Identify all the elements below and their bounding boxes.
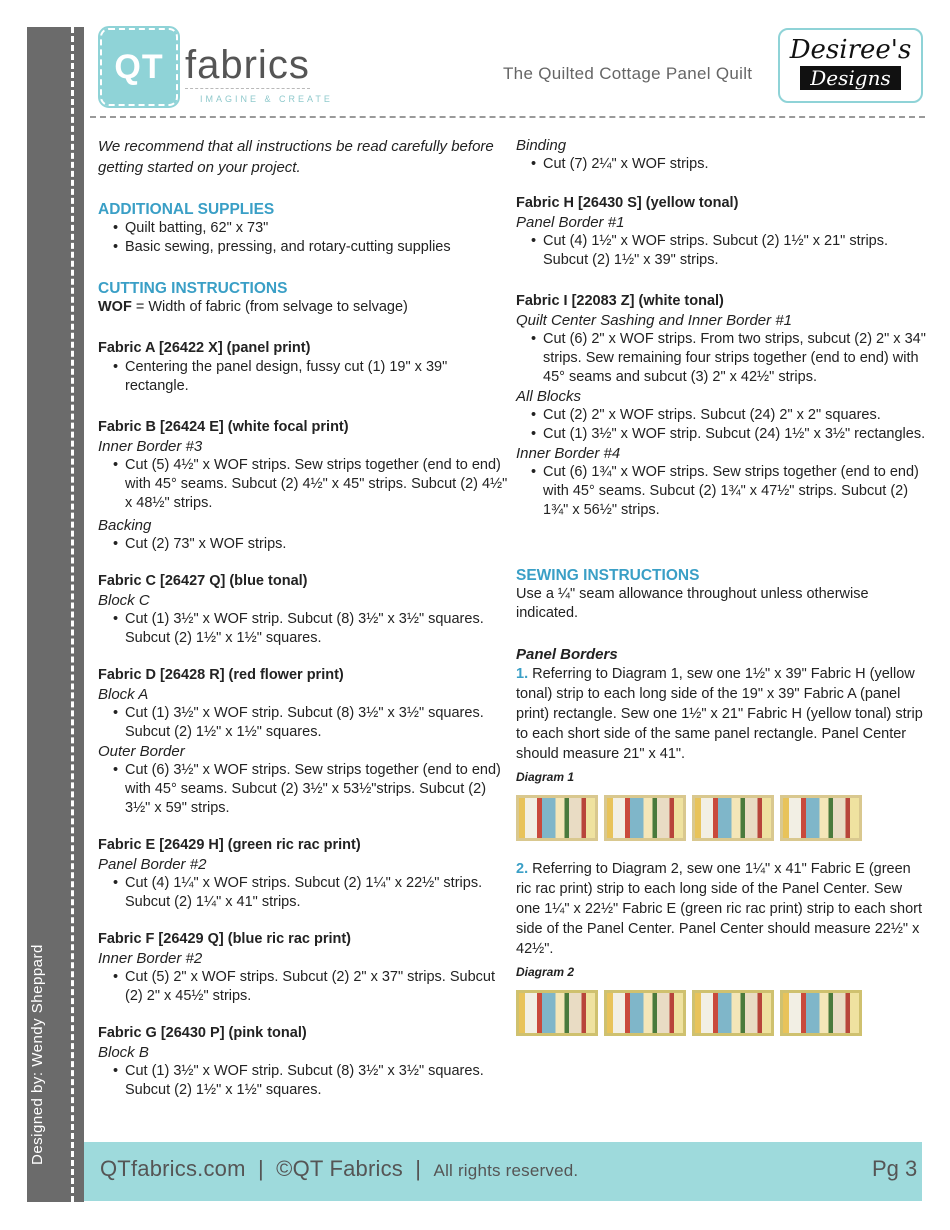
page-number: Pg 3 xyxy=(872,1156,918,1181)
sewing-intro: Use a ¼" seam allowance throughout unless otherwise indicated. xyxy=(516,586,869,621)
side-dash-line xyxy=(71,27,74,1202)
diagram-2 xyxy=(516,990,926,1036)
list-item: • Cut (1) 3½" x WOF strip. Subcut (8) 3½" x 3½" squares. Subcut (2) 1½" x 1½" squares. xyxy=(113,704,508,742)
fabric-g-list1 xyxy=(98,1062,508,1100)
step-1-text: Referring to Diagram 1, sew one 1½" x 39" Fabric H (yellow tonal) strip to each long side of the 19" x 39" Fabric A (panel print) rectangle. Sew one 1½" x 21" Fabric H (yellow tonal) strip to each short side of the same panel rectangle. Panel Center should measure 21" x 41". xyxy=(516,666,923,762)
fabric-e-title: Fabric E [26429 H] (green ric rac print) xyxy=(98,837,361,853)
fabric-i-list2 xyxy=(516,406,926,444)
supplies-list xyxy=(98,219,508,257)
fabric-i-list1 xyxy=(516,330,926,387)
fabric-a-title: Fabric A [26422 X] (panel print) xyxy=(98,340,311,356)
footer-divider xyxy=(84,1138,922,1140)
step-2 xyxy=(516,859,926,959)
footer-rights: All rights reserved. xyxy=(433,1161,579,1180)
list-item: • Cut (5) 2" x WOF strips. Subcut (2) 2" x 37" strips. Subcut (2) 2" x 45½" strips. xyxy=(113,968,508,1006)
fabric-i-sub1: Quilt Center Sashing and Inner Border #1 xyxy=(516,312,792,329)
sewing-heading: SEWING INSTRUCTIONS xyxy=(516,567,700,584)
fabric-i-title: Fabric I [22083 Z] (white tonal) xyxy=(516,293,724,309)
step-1-number: 1. xyxy=(516,666,529,682)
footer-separator: | xyxy=(415,1156,422,1181)
diagram-1-label: Diagram 1 xyxy=(516,770,575,784)
fabric-f-sub1: Inner Border #2 xyxy=(98,950,203,967)
binding-sub: Binding xyxy=(516,137,567,154)
panel-thumbnail xyxy=(692,795,774,841)
fabric-i-list3 xyxy=(516,463,926,520)
list-item: • Cut (2) 2" x WOF strips. Subcut (24) 2" x 2" squares. xyxy=(531,406,926,425)
list-item: • Cut (4) 1½" x WOF strips. Subcut (2) 1½" x 21" strips. Subcut (2) 1½" x 39" strips. xyxy=(531,232,926,270)
cutting-heading: CUTTING INSTRUCTIONS xyxy=(98,280,288,297)
right-column xyxy=(516,136,926,1040)
footer-copyright: ©QT Fabrics xyxy=(276,1156,403,1181)
fabric-i-sub2: All Blocks xyxy=(516,388,582,405)
qt-logo-letters: QT xyxy=(114,47,164,86)
panel-thumbnail xyxy=(516,795,598,841)
fabric-d-list1 xyxy=(98,704,508,742)
footer-site-link[interactable]: QTfabrics.com xyxy=(100,1156,246,1181)
fabric-c-title: Fabric C [26427 Q] (blue tonal) xyxy=(98,573,308,589)
fabric-h-title: Fabric H [26430 S] (yellow tonal) xyxy=(516,195,739,211)
list-item: • Centering the panel design, fussy cut (1) 19" x 39" rectangle. xyxy=(113,358,508,396)
fabric-b-list2 xyxy=(98,535,508,554)
fabric-e-list1 xyxy=(98,874,508,912)
panel-thumbnail xyxy=(604,795,686,841)
qt-logo xyxy=(100,28,178,106)
fabric-a-list xyxy=(98,358,508,396)
fabric-b-sub1: Inner Border #3 xyxy=(98,438,203,455)
panel-borders-heading: Panel Borders xyxy=(516,646,618,663)
fabric-h-sub1: Panel Border #1 xyxy=(516,214,625,231)
list-item: • Cut (5) 4½" x WOF strips. Sew strips together (end to end) with 45° seams. Subcut (2) 4½" x 45" strips. Subcut (2) 4½" x 48½" strips. xyxy=(113,456,508,513)
list-item: • Cut (1) 3½" x WOF strip. Subcut (8) 3½" x 3½" squares. Subcut (2) 1½" x 1½" squares. xyxy=(113,1062,508,1100)
list-item: • Quilt batting, 62" x 73" xyxy=(113,219,508,238)
designer-credit: Designed by: Wendy Sheppard xyxy=(29,944,46,1165)
fabric-f-list1 xyxy=(98,968,508,1006)
list-item: • Cut (2) 73" x WOF strips. xyxy=(113,535,508,554)
fabric-b-list1 xyxy=(98,456,508,513)
fabric-b-title: Fabric B [26424 E] (white focal print) xyxy=(98,419,349,435)
document-title: The Quilted Cottage Panel Quilt xyxy=(503,64,753,83)
step-1 xyxy=(516,664,926,764)
fabric-f-title: Fabric F [26429 Q] (blue ric rac print) xyxy=(98,931,352,947)
wof-meaning: = Width of fabric (from selvage to selvage) xyxy=(131,299,408,315)
panel-thumbnail xyxy=(604,990,686,1036)
logo-divider xyxy=(185,88,310,89)
designer-logo xyxy=(778,28,923,103)
fabric-e-sub1: Panel Border #2 xyxy=(98,856,207,873)
panel-thumbnail xyxy=(692,990,774,1036)
diagram-1 xyxy=(516,795,926,841)
footer-text xyxy=(100,1156,578,1182)
list-item: • Cut (4) 1¼" x WOF strips. Subcut (2) 1¼" x 22½" strips. Subcut (2) 1¼" x 41" strips. xyxy=(113,874,508,912)
diagram-2-label: Diagram 2 xyxy=(516,965,575,979)
designer-logo-top: Desiree's xyxy=(789,35,912,65)
fabric-h-list1 xyxy=(516,232,926,270)
list-item: • Cut (7) 2¼" x WOF strips. xyxy=(531,155,926,174)
list-item: • Cut (1) 3½" x WOF strip. Subcut (24) 1½" x 3½" rectangles. xyxy=(531,425,926,444)
binding-list xyxy=(516,155,926,174)
fabric-i-sub3: Inner Border #4 xyxy=(516,445,621,462)
step-2-text: Referring to Diagram 2, sew one 1¼" x 41" Fabric E (green ric rac print) strip to each long side of the Panel Center. Sew one 1¼" x 22½" Fabric E (green ric rac print) strip to each short side of the Panel Center. Panel Center should measure 22½" x 42½". xyxy=(516,861,922,957)
fabric-b-sub2: Backing xyxy=(98,517,152,534)
fabric-d-sub1: Block A xyxy=(98,686,149,703)
designer-logo-bottom: Designs xyxy=(800,66,900,90)
list-item: • Cut (6) 2" x WOF strips. From two strips, subcut (2) 2" x 34" strips. Sew remaining four strips together (end to end) with 45° seams and subcut (3) 2" x 42½" strips. xyxy=(531,330,926,387)
list-item: • Cut (1) 3½" x WOF strip. Subcut (8) 3½" x 3½" squares. Subcut (2) 1½" x 1½" squares. xyxy=(113,610,508,648)
panel-thumbnail xyxy=(516,990,598,1036)
step-2-number: 2. xyxy=(516,861,529,877)
fabric-d-list2 xyxy=(98,761,508,818)
intro-note: We recommend that all instructions be read carefully before getting started on your project. xyxy=(98,138,494,176)
supplies-heading: ADDITIONAL SUPPLIES xyxy=(98,201,275,218)
logo-tagline: IMAGINE & CREATE xyxy=(200,94,333,104)
list-item: • Cut (6) 3½" x WOF strips. Sew strips together (end to end) with 45° seams. Subcut (2) 3½" x 53½"strips. Subcut (2) 3½" x 59" strips. xyxy=(113,761,508,818)
logo-wordmark: fabrics xyxy=(185,43,310,87)
fabric-d-title: Fabric D [26428 R] (red flower print) xyxy=(98,667,344,683)
panel-thumbnail xyxy=(780,990,862,1036)
fabric-c-list1 xyxy=(98,610,508,648)
fabric-g-title: Fabric G [26430 P] (pink tonal) xyxy=(98,1025,307,1041)
footer-separator: | xyxy=(257,1156,264,1181)
fabric-c-sub1: Block C xyxy=(98,592,150,609)
fabric-g-sub1: Block B xyxy=(98,1044,149,1061)
header-divider xyxy=(90,116,925,118)
panel-thumbnail xyxy=(780,795,862,841)
wof-term: WOF xyxy=(98,299,132,315)
fabric-d-sub2: Outer Border xyxy=(98,743,185,760)
list-item: • Basic sewing, pressing, and rotary-cutting supplies xyxy=(113,238,508,257)
list-item: • Cut (6) 1¾" x WOF strips. Sew strips together (end to end) with 45° seams. Subcut (2) 1¾" x 47½" strips. Subcut (2) 1¾" x 56½" strips. xyxy=(531,463,926,520)
left-column xyxy=(98,136,508,1100)
wof-definition xyxy=(98,298,508,317)
